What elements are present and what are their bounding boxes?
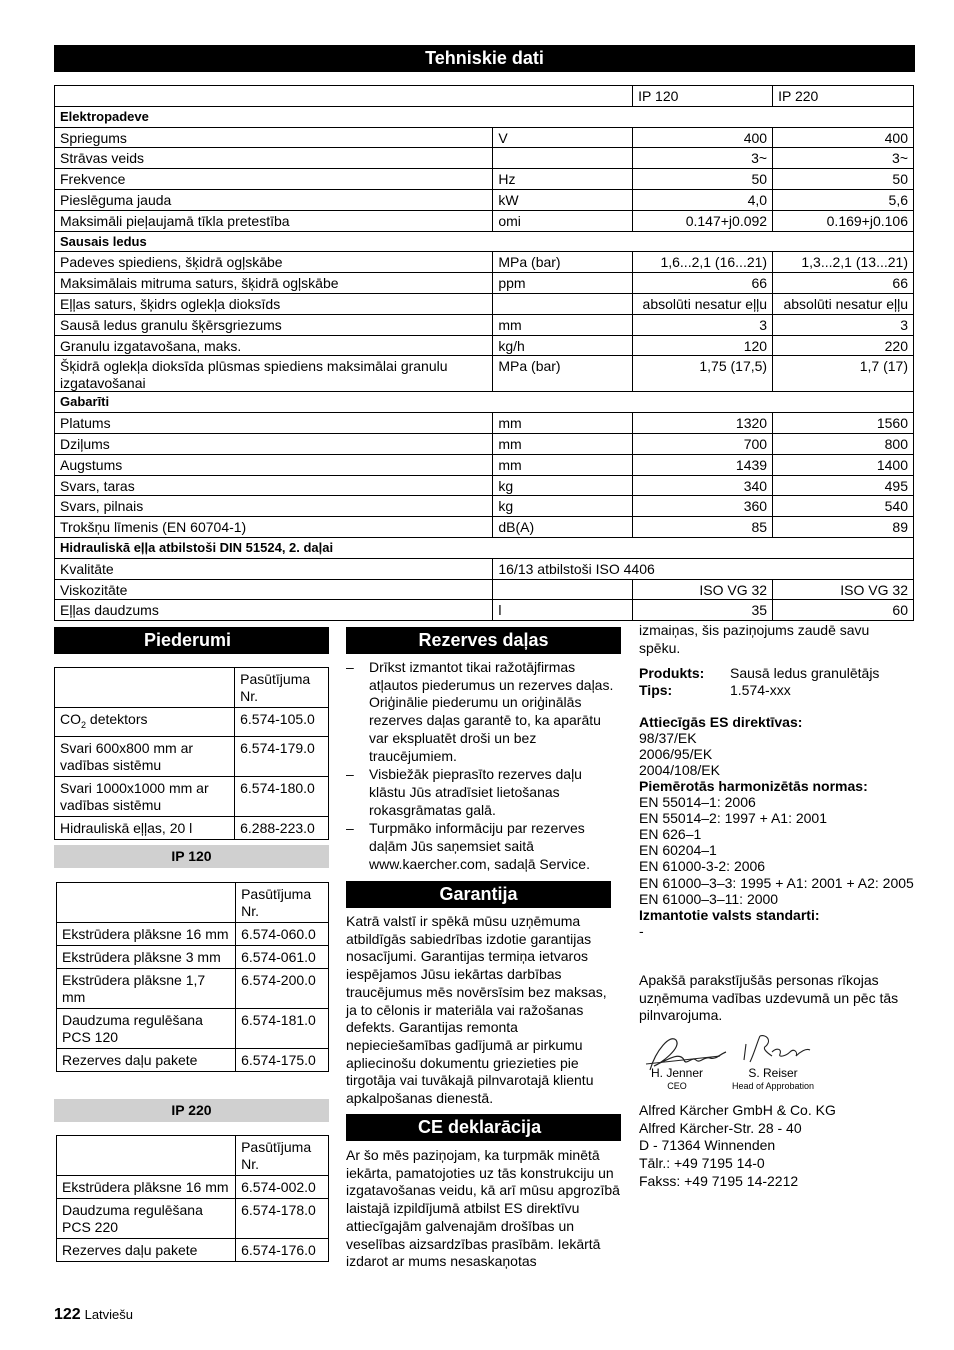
spec-unit: Hz [493, 169, 633, 190]
spec-value-ip120: absolūti nesatur eļļu [633, 293, 773, 314]
spec-unit: omi [493, 210, 633, 231]
ip220-table [56, 1135, 329, 1262]
type-value: 1.574-xxx [730, 681, 791, 698]
section-label: Gabarīti [55, 392, 914, 413]
signers-text: Apakšā parakstījušās personas rīkojas uzņēmuma vadības uzdevumā un pēc tās pilnvarojuma. [639, 972, 899, 1024]
spec-row [55, 148, 914, 169]
spec-value-ip220: 400 [773, 127, 914, 148]
part-name-main: CO [60, 711, 81, 727]
spec-unit: l [493, 600, 633, 621]
part-code: 6.288-223.0 [235, 816, 329, 839]
spec-unit: mm [493, 413, 633, 434]
parts-row [57, 969, 329, 1009]
spec-value-ip120: 1,6...2,1 (16...21) [633, 252, 773, 273]
spare-parts-item: – Drīkst izmantot tikai ražotājfirmas atļautos piederumus un rezerves daļas. Oriģinālie piederumu un oriģinālās rezerves daļas garantē to, ka aparātu var ekspluatēt droši un bez traucējumiem. [346, 659, 621, 765]
spec-value-ip120: 400 [633, 127, 773, 148]
spec-value-ip220: ISO VG 32 [773, 579, 914, 600]
page-title: Tehniskie dati [54, 45, 915, 72]
part-code: 6.574-200.0 [236, 969, 329, 1009]
page-footer [54, 1306, 133, 1324]
spec-label: Šķidrā oglekļa dioksīda plūsmas spiediens maksimālai granulu izgatavošanai [55, 356, 493, 392]
ce-title: CE deklarācija [346, 1114, 621, 1141]
part-name: Daudzuma regulēšana PCS 220 [57, 1199, 236, 1239]
norms-list [639, 794, 914, 907]
spec-label: Viskozitāte [55, 579, 493, 600]
spec-value-ip120: 1439 [633, 454, 773, 475]
header-blank [55, 668, 235, 708]
order-number-header: Pasūtījuma Nr. [236, 883, 329, 923]
spec-label: Kvalitāte [55, 558, 493, 579]
spec-unit: V [493, 127, 633, 148]
spec-value-ip220: 5,6 [773, 189, 914, 210]
spec-value-ip220: 3~ [773, 148, 914, 169]
spec-row [55, 579, 914, 600]
spec-label: Svars, pilnais [55, 496, 493, 517]
header-blank [57, 1136, 236, 1176]
part-name: Ekstrūdera plāksne 1,7 mm [57, 969, 236, 1009]
product-label: Produkts: [639, 665, 705, 682]
spec-row [55, 314, 914, 335]
parts-header-row [55, 668, 329, 708]
spec-value-ip120: 85 [633, 517, 773, 538]
page-number: 122 [54, 1306, 81, 1323]
spec-row [55, 433, 914, 454]
spec-unit [493, 293, 633, 314]
part-code: 6.574-175.0 [236, 1049, 329, 1072]
spec-value-ip220: 1560 [773, 413, 914, 434]
spec-row [55, 169, 914, 190]
spec-label: Eļļas daudzums [55, 600, 493, 621]
part-name: Rezerves daļu pakete [57, 1239, 236, 1262]
section-label: Elektropadeve [55, 106, 914, 127]
spec-value-ip120: 50 [633, 169, 773, 190]
norm-item: EN 55014–1: 2006 [639, 794, 756, 811]
spec-value-ip120: 66 [633, 273, 773, 294]
part-name: Svari 1000x1000 mm ar vadības sistēmu [55, 776, 235, 816]
ce-continued [639, 622, 914, 939]
spec-row [55, 210, 914, 231]
accessories-title: Piederumi [54, 627, 329, 654]
part-code: 6.574-105.0 [235, 708, 329, 737]
norms-title: Piemērotās harmonizētās normas: [639, 777, 868, 794]
spec-row [55, 335, 914, 356]
header-blank [57, 883, 236, 923]
spec-table [54, 85, 914, 621]
accessories-table [54, 667, 329, 840]
spec-label: Frekvence [55, 169, 493, 190]
spec-row [55, 252, 914, 273]
norm-item: EN 55014–2: 1997 + A1: 2001 [639, 810, 827, 827]
spec-header-row [55, 86, 914, 107]
spec-label: Svars, taras [55, 475, 493, 496]
part-name: Svari 600x800 mm ar vadības sistēmu [55, 736, 235, 776]
spec-row [55, 454, 914, 475]
signer1-role: CEO [667, 1081, 687, 1091]
part-code: 6.574-060.0 [236, 923, 329, 946]
spec-value-ip220: 0.169+j0.106 [773, 210, 914, 231]
parts-row [55, 816, 329, 839]
part-name: Rezerves daļu pakete [57, 1049, 236, 1072]
spec-value-ip120: 35 [633, 600, 773, 621]
spec-value-ip220: 3 [773, 314, 914, 335]
part-code: 6.574-176.0 [236, 1239, 329, 1262]
national-title: Izmantotie valsts standarti: [639, 906, 820, 923]
spec-row [55, 475, 914, 496]
spec-label: Strāvas veids [55, 148, 493, 169]
parts-row [55, 708, 329, 737]
spec-label: Platums [55, 413, 493, 434]
spec-label: Sausā ledus granulu šķērsgriezums [55, 314, 493, 335]
warranty-title: Garantija [346, 881, 611, 908]
spec-section-row [55, 392, 914, 413]
spec-row [55, 600, 914, 621]
spec-row [55, 558, 914, 579]
parts-row [55, 776, 329, 816]
spec-value-ip120: 3~ [633, 148, 773, 169]
spec-value-ip220: 60 [773, 600, 914, 621]
spec-section-row [55, 106, 914, 127]
spec-unit [493, 579, 633, 600]
part-name: Ekstrūdera plāksne 16 mm [57, 1176, 236, 1199]
address-line: Fakss: +49 7195 14-2212 [639, 1172, 799, 1189]
product-value: Sausā ledus granulētājs [730, 665, 880, 682]
spec-value-ip120: 340 [633, 475, 773, 496]
spec-unit: mm [493, 433, 633, 454]
spec-unit: kg [493, 496, 633, 517]
spec-row [55, 273, 914, 294]
directive-item: 2006/95/EK [639, 745, 713, 762]
spec-section-row [55, 537, 914, 558]
spec-unit: dB(A) [493, 517, 633, 538]
spec-unit: ppm [493, 273, 633, 294]
spec-label: Maksimālais mitruma saturs, šķidrā ogļskābe [55, 273, 493, 294]
norm-item: EN 60204–1 [639, 842, 717, 859]
ip220-title: IP 220 [54, 1099, 329, 1122]
product-row [639, 665, 914, 681]
parts-row [57, 1176, 329, 1199]
spare-parts-list [346, 659, 621, 874]
ip120-table [56, 882, 329, 1072]
address-line: D - 71364 Winnenden [639, 1137, 776, 1154]
spec-value-ip120: ISO VG 32 [633, 579, 773, 600]
type-row [639, 682, 914, 698]
spec-value-ip220: 800 [773, 433, 914, 454]
spec-value: 16/13 atbilstoši ISO 4406 [493, 558, 914, 579]
model-header: IP 220 [773, 86, 914, 107]
spec-value-ip120: 0.147+j0.092 [633, 210, 773, 231]
spec-unit: kW [493, 189, 633, 210]
spec-value-ip120: 700 [633, 433, 773, 454]
signer2-name: S. Reiser [748, 1066, 798, 1080]
part-name: Ekstrūdera plāksne 3 mm [57, 946, 236, 969]
parts-row [57, 1239, 329, 1262]
company-address [639, 1102, 914, 1191]
directives-list [639, 730, 914, 778]
spec-unit: MPa (bar) [493, 356, 633, 392]
part-code: 6.574-178.0 [236, 1199, 329, 1239]
part-name: Daudzuma regulēšana PCS 120 [57, 1009, 236, 1049]
spec-label: Augstums [55, 454, 493, 475]
footer-language: Latviešu [84, 1307, 134, 1322]
part-name: Ekstrūdera plāksne 16 mm [57, 923, 236, 946]
spec-row [55, 127, 914, 148]
ce-cont-text: izmaiņas, šis paziņojums zaudē savu spēku. [639, 622, 870, 656]
spec-value-ip120: 120 [633, 335, 773, 356]
parts-row [57, 1009, 329, 1049]
part-name [55, 708, 235, 737]
spec-value-ip220: 495 [773, 475, 914, 496]
spec-value-ip120: 3 [633, 314, 773, 335]
spec-label: Maksimāli pieļaujamā tīkla pretestība [55, 210, 493, 231]
spec-value-ip120: 4,0 [633, 189, 773, 210]
parts-row [57, 946, 329, 969]
part-name-rest: detektors [86, 711, 148, 727]
spec-value-ip120: 1,75 (17,5) [633, 356, 773, 392]
spec-unit: mm [493, 314, 633, 335]
part-code: 6.574-180.0 [235, 776, 329, 816]
spec-unit [493, 148, 633, 169]
spec-row [55, 356, 914, 392]
spec-value-ip120: 1320 [633, 413, 773, 434]
part-code: 6.574-181.0 [236, 1009, 329, 1049]
directive-item: 2004/108/EK [639, 761, 720, 778]
spec-row [55, 293, 914, 314]
spec-value-ip220: 50 [773, 169, 914, 190]
part-name: Hidrauliskā eļļas, 20 l [55, 816, 235, 839]
parts-header-row [57, 1136, 329, 1176]
model-header: IP 120 [633, 86, 773, 107]
warranty-text: Katrā valstī ir spēkā mūsu uzņēmuma atbildīgās sabiedrības izdotie garantijas nosacījumi. Garantijas termiņa ietvaros iespējamos Jūsu iekārtas darbības traucējumus mēs novērsīsim bez maksas, ja to cēlonis ir materiāla vai ražošanas defekts. Garantijas remonta nepieciešamības gadījumā ar pirkumu apliecinošu dokumentu griezieties pie tirgotāja vai tuvākajā pilnvarotajā klientu apkalpošanas dienestā. [346, 913, 607, 1107]
spec-value-ip220: 540 [773, 496, 914, 517]
norm-item: EN 61000–3–3: 1995 + A1: 2001 + A2: 2005 [639, 874, 914, 891]
part-code: 6.574-002.0 [236, 1176, 329, 1199]
spec-label: Trokšņu līmenis (EN 60704-1) [55, 517, 493, 538]
spare-parts-item: – Turpmāko informāciju par rezerves daļām Jūs saņemsiet saitā www.kaercher.com, sadaļā Service. [346, 820, 621, 873]
signer1-name: H. Jenner [650, 1066, 704, 1080]
part-code: 6.574-179.0 [235, 736, 329, 776]
parts-row [57, 1049, 329, 1072]
parts-header-row [57, 883, 329, 923]
part-name-subscript: 2 [81, 719, 87, 730]
norm-item: EN 626–1 [639, 826, 702, 843]
spare-parts-title: Rezerves daļas [346, 627, 621, 654]
spec-row [55, 413, 914, 434]
address-line: Alfred Kärcher-Str. 28 - 40 [639, 1119, 802, 1136]
directives-title: Attiecīgās ES direktīvas: [639, 713, 803, 730]
spec-value-ip220: 66 [773, 273, 914, 294]
spec-label: Granulu izgatavošana, maks. [55, 335, 493, 356]
section-label: Sausais ledus [55, 231, 914, 252]
ip120-title: IP 120 [54, 845, 329, 868]
parts-row [57, 923, 329, 946]
signer2-role: Head of Approbation [731, 1081, 815, 1091]
spec-value-ip220: 220 [773, 335, 914, 356]
order-number-header: Pasūtījuma Nr. [236, 1136, 329, 1176]
spec-value-ip220: 1400 [773, 454, 914, 475]
address-line: Tālr.: +49 7195 14-0 [639, 1155, 765, 1172]
national-value: - [639, 922, 644, 939]
spec-row [55, 496, 914, 517]
norm-item: EN 61000-3-2: 2006 [639, 858, 766, 875]
spec-unit: MPa (bar) [493, 252, 633, 273]
spec-label: Pieslēguma jauda [55, 189, 493, 210]
spec-value-ip120: 360 [633, 496, 773, 517]
header-blank [55, 86, 633, 107]
spec-value-ip220: 1,7 (17) [773, 356, 914, 392]
directive-item: 98/37/EK [639, 729, 697, 746]
spec-label: Spriegums [55, 127, 493, 148]
spec-unit: mm [493, 454, 633, 475]
spec-value-ip220: absolūti nesatur eļļu [773, 293, 914, 314]
spec-label: Eļļas saturs, šķidrs oglekļa dioksīds [55, 293, 493, 314]
spec-unit: kg [493, 475, 633, 496]
spec-value-ip220: 89 [773, 517, 914, 538]
spec-section-row [55, 231, 914, 252]
section-label: Hidrauliskā eļļa atbilstoši DIN 51524, 2. daļai [55, 537, 914, 558]
parts-row [57, 1199, 329, 1239]
spec-row [55, 189, 914, 210]
spec-row [55, 517, 914, 538]
address-line: Alfred Kärcher GmbH & Co. KG [639, 1102, 836, 1118]
ce-text: Ar šo mēs paziņojam, ka turpmāk minētā iekārta, pamatojoties uz tās konstrukciju un izgatavošanas veidu, kā arī mūsu apgrozībā laistajā izpildījumā atbilst ES direktīvu attiecīgajām galvenajām drošības un veselības aizsardzības prasībām. Iekārtā izdarot ar mums nesaskaņotas [346, 1147, 620, 1270]
norm-item: EN 61000–3–11: 2000 [639, 890, 779, 907]
order-number-header: Pasūtījuma Nr. [235, 668, 329, 708]
spec-label: Padeves spiediens, šķidrā ogļskābe [55, 252, 493, 273]
spare-parts-item: – Visbiežāk pieprasīto rezerves daļu klāstu Jūs atradīsiet lietošanas rokasgrāmatas galā. [346, 766, 621, 819]
type-label: Tips: [639, 681, 673, 698]
spec-unit: kg/h [493, 335, 633, 356]
spec-label: Dziļums [55, 433, 493, 454]
part-code: 6.574-061.0 [236, 946, 329, 969]
spec-value-ip220: 1,3...2,1 (13...21) [773, 252, 914, 273]
parts-row [55, 736, 329, 776]
